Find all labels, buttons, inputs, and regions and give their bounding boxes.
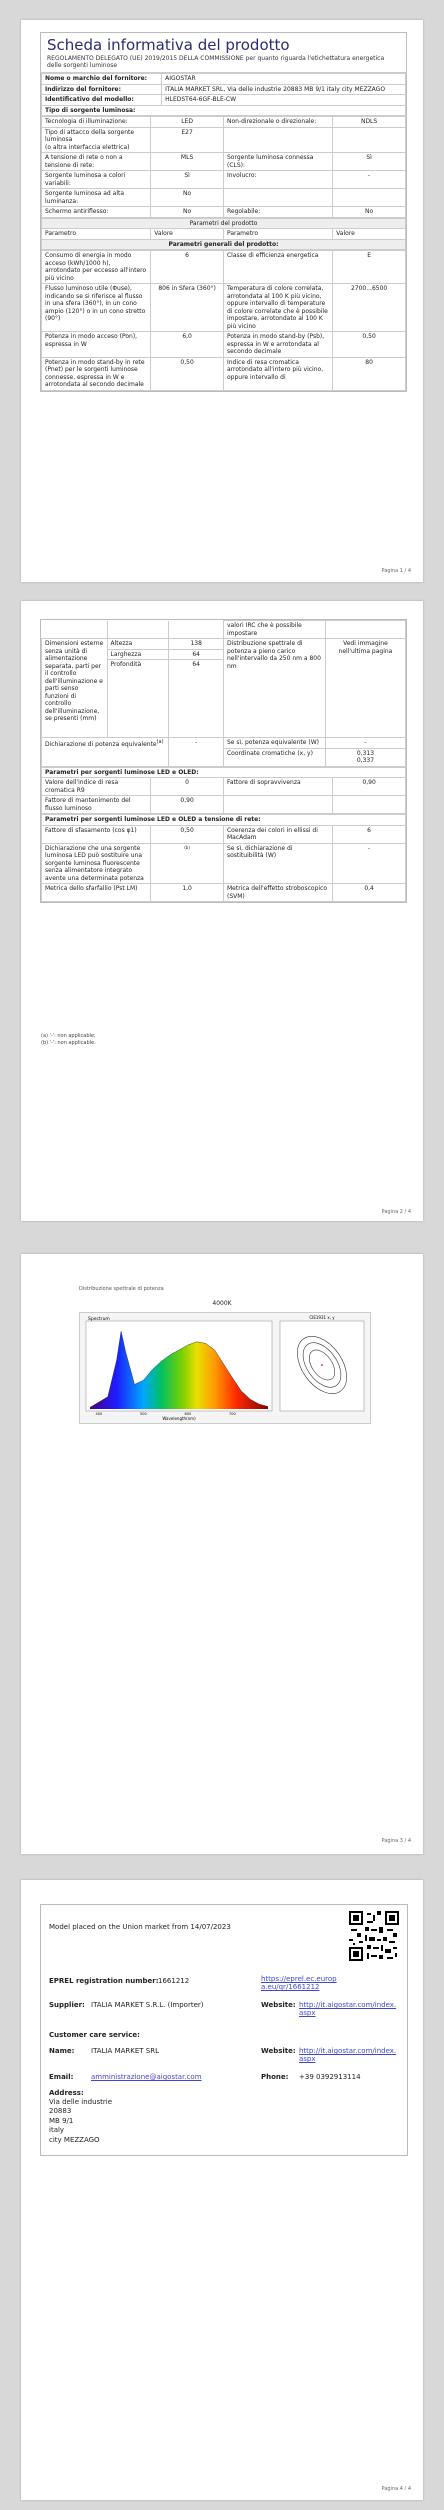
param-value: 0,90 — [151, 796, 224, 814]
supplier-name-label: Nome o marchio del fornitore: — [42, 74, 162, 85]
page-number: Pagina 4 / 4 — [381, 2486, 411, 2492]
table-row — [42, 127, 406, 153]
website-link-2[interactable]: http://it.aigostar.com/index.aspx — [299, 2047, 397, 2063]
coord-label: Coordinate cromatiche (x, y) — [223, 748, 325, 766]
address-line: Via delle industrie — [49, 2098, 113, 2106]
cie-title: CIE1931 x, y — [309, 1315, 335, 1320]
param-value: 80 — [333, 357, 406, 390]
address-line: italy — [49, 2126, 65, 2135]
param-label: Regolabile: — [223, 207, 332, 218]
supplier-name: AIGOSTAR — [162, 74, 406, 85]
supplier-table — [41, 73, 406, 116]
dim-value: 138 — [169, 639, 224, 650]
dim-value: 64 — [169, 649, 224, 660]
param-value: 6 — [151, 251, 224, 284]
spectrum-figure — [79, 1312, 371, 1424]
param-label: Non-direzionale o direzionale: — [223, 117, 332, 128]
chart-label: 4000K — [212, 1300, 232, 1307]
param-value: 806 in Sfera (360°) — [151, 284, 224, 332]
col-header: Parametro — [223, 229, 332, 240]
spectrum-title: Spectrum — [88, 1317, 110, 1322]
footnotes — [41, 1033, 96, 1047]
param-value: 0 — [151, 778, 224, 796]
page-number: Pagina 2 / 4 — [381, 1209, 411, 1215]
col-header: Parametro — [42, 229, 151, 240]
spectral-label: Distribuzione spettrale di potenza a pieno carico nell'intervallo da 250 nm a 800 nm — [223, 639, 325, 738]
param-label: Indice di resa cromatica arrotondato all'intero più vicino, oppure intervallo di — [223, 357, 332, 390]
page-1 — [21, 20, 423, 582]
param-value: 0,50 — [151, 825, 224, 843]
page-number: Pagina 3 / 4 — [381, 1838, 411, 1844]
param-value: - — [333, 171, 406, 189]
param-label: Consumo di energia in modo acceso (kWh/1000 h), arrotondato per eccesso all'intero più vicino — [42, 251, 151, 284]
table-row — [42, 189, 406, 207]
equiv-label: Dichiarazione di potenza equivalente — [45, 741, 157, 748]
x-tick-label: 600 — [184, 1412, 192, 1416]
page-number: Pagina 1 / 4 — [381, 568, 411, 574]
dim-name: Altezza — [107, 639, 169, 650]
param-label: Fattore di sopravvivenza — [223, 778, 332, 796]
param-value: No — [151, 189, 224, 207]
param-label — [223, 127, 332, 153]
param-value: 0,50 — [151, 357, 224, 390]
coord-y: 0,337 — [356, 757, 375, 764]
product-params-table — [41, 218, 406, 251]
email-label: Email: — [49, 2073, 74, 2081]
x-tick-label: 400 — [95, 1412, 103, 1416]
param-label: Dichiarazione che una sorgente luminosa LED può sostituire una sorgente luminosa fluorescente senza alimentatore integrato avente una determinata potenza — [42, 843, 151, 884]
supplier-address-label: Indirizzo del fornitore: — [42, 84, 162, 95]
address-block — [49, 2098, 112, 2145]
x-axis-label: Wavelength(nm) — [162, 1416, 196, 1421]
table-row — [42, 74, 406, 85]
param-label: Metrica dell'effetto stroboscopico (SVM) — [223, 884, 332, 902]
param-value: 1,0 — [151, 884, 224, 902]
param-value: (b) — [151, 843, 224, 884]
phone-value: +39 0392913114 — [299, 2073, 361, 2081]
footnote-mark: (a) — [156, 739, 164, 745]
address-line: city MEZZAGO — [49, 2135, 100, 2144]
param-label: Tecnologia di illuminazione: — [42, 117, 151, 128]
param-label: Se sì, dichiarazione di sostituibilità (W) — [223, 843, 332, 884]
x-tick-label: 700 — [229, 1412, 236, 1416]
mains-params-table — [41, 814, 406, 902]
param-value: 6 — [333, 825, 406, 843]
footnote-a: (a) '-': non applicable; — [41, 1033, 96, 1039]
equiv-question: Se sì, potenza equivalente (W) — [223, 738, 325, 749]
table-row — [42, 251, 406, 284]
page-title: Scheda informativa del prodotto — [47, 36, 290, 54]
eprel-info — [40, 1904, 408, 2156]
param-label: A tensione di rete o non a tensione di rete: — [42, 153, 151, 171]
dims-table — [41, 620, 406, 767]
param-value: No — [333, 207, 406, 218]
general-params-table — [41, 250, 406, 391]
page-3 — [21, 1254, 423, 1854]
param-value: E — [333, 251, 406, 284]
table-row — [42, 117, 406, 128]
param-label: Involucro: — [223, 171, 332, 189]
chromaticity-point — [321, 1364, 323, 1366]
param-value — [333, 189, 406, 207]
union-market-text: Model placed on the Union market from 14/07/2023 — [49, 1923, 231, 1931]
table-row — [42, 284, 406, 332]
equiv-question-value: - — [325, 738, 405, 749]
table-row — [42, 357, 406, 390]
dims-label: Dimensioni esterne senza unità di alimentazione separata, parti per il controllo dell'illuminazione e parti senso funzioni di controllo dell'illuminazione, se presenti (mm) — [42, 639, 108, 738]
param-value — [333, 127, 406, 153]
eprel-link[interactable]: https://eprel.ec.europa.eu/qr/1661212 — [261, 1975, 337, 1991]
param-value: MLS — [151, 153, 224, 171]
table-row — [42, 207, 406, 218]
eprel-number: 1661212 — [158, 1977, 190, 1985]
param-label: Flusso luminoso utile (Φuse), indicando se si riferisce al flusso in una sfera (360°), in un cono ampio (120°) o in un cono stretto (90°) — [42, 284, 151, 332]
table-row — [42, 332, 406, 358]
supplier-address: ITALIA MARKET SRL, Via delle industrie 20883 MB 9/1 italy city MEZZAGO — [162, 84, 406, 95]
params-continued — [40, 619, 407, 903]
param-label: Potenza in modo stand-by in rete (Pnet) per le sorgenti luminose connesse, espressa in W e arrotondata al secondo decimale — [42, 357, 151, 390]
supplier-label: Supplier: — [49, 2001, 85, 2009]
param-value: 0,50 — [333, 332, 406, 358]
cut-text: Distribuzione spettrale di potenza — [79, 1286, 164, 1292]
led-params-table — [41, 767, 406, 815]
website-label: Website: — [261, 2001, 296, 2009]
dim-name: Profondità — [107, 660, 169, 738]
param-value: 6,0 — [151, 332, 224, 358]
table-row — [42, 153, 406, 171]
regulation-subtitle: REGOLAMENTO DELEGATO (UE) 2019/2015 DELLA COMMISSIONE per quanto riguarda l'etichettatura energetica delle sorgenti luminose — [41, 55, 406, 73]
param-label: Potenza in modo stand-by (Psb), espressa in W e arrotondata al secondo decimale — [223, 332, 332, 358]
website-link[interactable]: http://it.aigostar.com/index.aspx — [299, 2001, 397, 2017]
product-info-sheet — [40, 32, 407, 392]
website-label-2: Website: — [261, 2047, 296, 2055]
x-tick-label: 500 — [140, 1412, 147, 1416]
source-type-label: Tipo di sorgente luminosa: — [42, 105, 406, 116]
product-params-title: Parametri del prodotto — [42, 218, 406, 229]
cie-plot-area — [280, 1321, 364, 1411]
coord-x: 0,313 — [356, 749, 375, 757]
col-header: Valore — [333, 229, 406, 240]
param-label: Metrica dello sfarfallio (Pst LM) — [42, 884, 151, 902]
table-row — [42, 825, 406, 843]
param-value: Sì — [151, 171, 224, 189]
page-4 — [21, 1880, 423, 2500]
param-label: Temperatura di colore correlata, arrotondata al 100 K più vicino, oppure intervallo di temperature di colore correlate che è possibile impostare, arrotondato al 100 K più vicino — [223, 284, 332, 332]
equiv-value: - — [169, 738, 224, 767]
led-title: Parametri per sorgenti luminose LED e OLED: — [42, 767, 406, 778]
table-row — [42, 884, 406, 902]
table-row — [42, 796, 406, 814]
address-line: 20883 — [49, 2107, 72, 2116]
param-value: Sì — [333, 153, 406, 171]
param-label — [223, 189, 332, 207]
page-2 — [21, 601, 423, 1221]
param-label: Sorgente luminosa ad alta luminanza: — [42, 189, 151, 207]
param-value — [333, 796, 406, 814]
param-label: Schermo antiriflesso: — [42, 207, 151, 218]
qr-code-icon[interactable] — [349, 1911, 399, 1961]
table-row — [42, 639, 406, 650]
name-label: Name: — [49, 2047, 75, 2055]
supplier-value: ITALIA MARKET S.R.L. (Importer) — [91, 2001, 204, 2009]
dim-value: 64 — [169, 660, 224, 738]
address-line: MB 9/1 — [49, 2116, 74, 2125]
param-label: Fattore di sfasamento (cos φ1) — [42, 825, 151, 843]
param-label — [223, 796, 332, 814]
table-header-row — [42, 229, 406, 240]
param-label: Potenza in modo acceso (Pon), espressa in W — [42, 332, 151, 358]
param-label: Sorgente luminosa connessa (CLS): — [223, 153, 332, 171]
param-value: 0,90 — [333, 778, 406, 796]
eprel-label: EPREL registration number: — [49, 1977, 159, 1985]
spectral-value: Vedi immagine nell'ultima pagina — [325, 639, 405, 738]
table-row — [42, 105, 406, 116]
col-header: Valore — [151, 229, 224, 240]
model-id: HLEDST64-6GF-BLE-CW — [162, 95, 406, 106]
param-value: LED — [151, 117, 224, 128]
table-row — [42, 84, 406, 95]
dim-name: Larghezza — [107, 649, 169, 660]
param-label: Classe di efficienza energetica — [223, 251, 332, 284]
param-label: Tipo di attacco della sorgente luminosa (o altra interfaccia elettrica) — [42, 127, 151, 153]
general-params-title: Parametri generali del prodotto: — [42, 239, 406, 250]
param-label: Fattore di mantenimento del flusso luminoso — [42, 796, 151, 814]
table-row — [42, 843, 406, 884]
table-row — [42, 95, 406, 106]
source-type-table — [41, 116, 406, 218]
param-value: 0,4 — [333, 884, 406, 902]
param-value: NDLS — [333, 117, 406, 128]
table-row — [42, 171, 406, 189]
param-label: Valore dell'indice di resa cromatica R9 — [42, 778, 151, 796]
table-row — [42, 738, 406, 749]
name-value: ITALIA MARKET SRL — [91, 2047, 159, 2055]
address-label: Address: — [49, 2089, 84, 2097]
param-label: Coerenza dei colori in ellissi di MacAdam — [223, 825, 332, 843]
footnote-b: (b) '-': non applicable. — [41, 1040, 96, 1046]
model-label: Identificativo del modello: — [42, 95, 162, 106]
param-label: Sorgente luminosa a colori variabili: — [42, 171, 151, 189]
email-link[interactable]: amministrazione@aigostar.com — [91, 2073, 202, 2081]
param-value: No — [151, 207, 224, 218]
param-value: E27 — [151, 127, 224, 153]
table-row — [42, 778, 406, 796]
mains-title: Parametri per sorgenti luminose LED e OLED a tensione di rete: — [42, 815, 406, 826]
param-value: - — [333, 843, 406, 884]
spectrum-chart — [80, 1313, 370, 1423]
param-value: 2700...6500 — [333, 284, 406, 332]
cri-continued: valori IRC che è possibile impostare — [223, 621, 325, 639]
customer-care-title: Customer care service: — [49, 2031, 140, 2039]
phone-label: Phone: — [261, 2073, 289, 2081]
